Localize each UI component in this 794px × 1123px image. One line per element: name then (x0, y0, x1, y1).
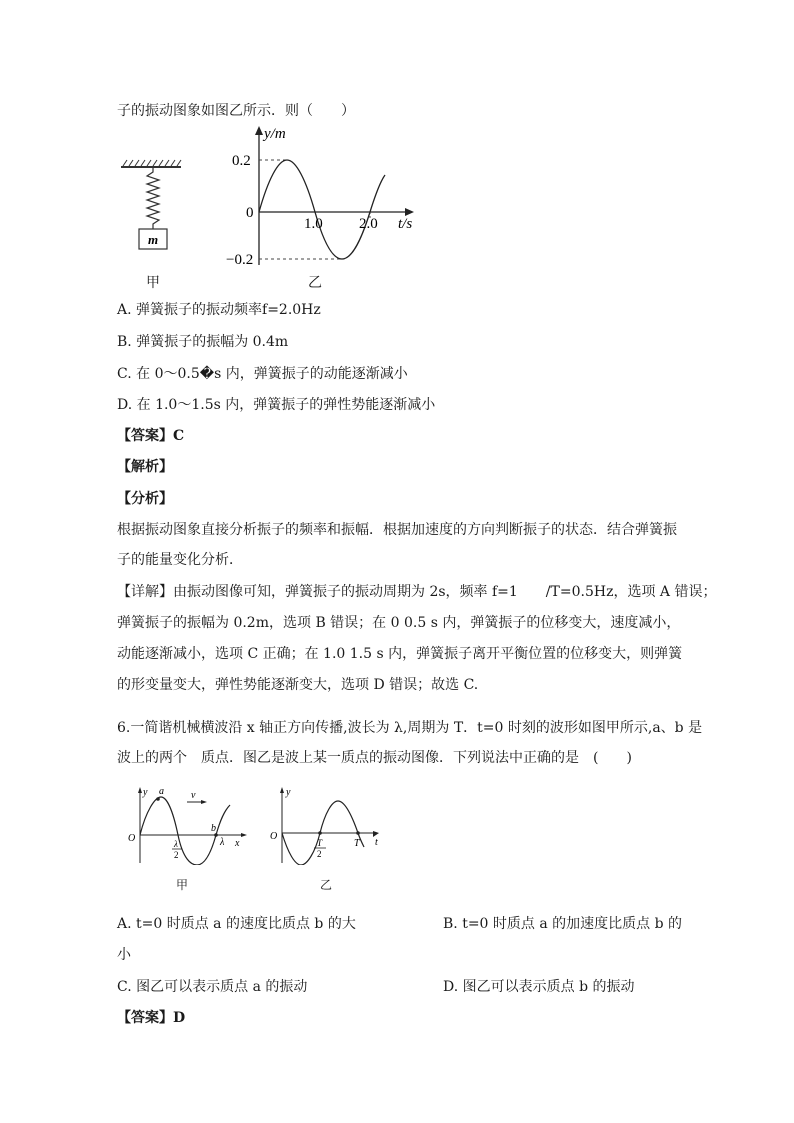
tick-0: 0 (246, 205, 254, 221)
y-axis-arrow (255, 126, 263, 135)
half-T-den: 2 (317, 849, 322, 859)
y-axis-label: y/m (264, 126, 286, 142)
point-half-T (318, 831, 322, 835)
q5-option-b: B. 弹簧振子的振幅为 0.4m (117, 334, 289, 350)
fig-yi-caption: 乙 (308, 275, 322, 291)
q5-analysis-line-1: 根据振动图象直接分析振子的频率和振幅．根据加速度的方向判断振子的状态．结合弹簧振 (117, 522, 677, 538)
q6-option-b: B. t=0 时质点 a 的加速度比质点 b 的 (443, 916, 683, 932)
q6-fig-jia-caption: 甲 (176, 878, 189, 892)
a-label: a (159, 786, 164, 797)
mass-label: m (147, 232, 159, 247)
tick-0.2: 0.2 (232, 153, 251, 169)
q5-jiexi-heading: 【解析】 (117, 459, 173, 475)
ceiling-hatch (121, 160, 181, 167)
waveform-figure (125, 785, 255, 865)
q5-detail-line-4: 的形变量变大，弹性势能逐渐变大，选项 D 错误；故选 C. (117, 677, 479, 693)
q6-option-b-cont: 小 (117, 947, 131, 963)
q5-option-a: A. 弹簧振子的振动频率f=2.0Hz (117, 302, 321, 318)
t-axis-label: t/s (398, 216, 413, 232)
origin-label: O (128, 833, 136, 844)
y-label: y (143, 787, 148, 798)
tick-2.0: 2.0 (359, 216, 378, 232)
x-label: x (235, 838, 240, 849)
spring-oscillator-figure (115, 150, 195, 270)
q5-detail-line-2: 弹簧振子的振幅为 0.2m，选项 B 错误；在 0 0.5 s 内，弹簧振子的位移变大，速度减小， (117, 615, 681, 631)
q5-option-c: C. 在 0～0.5�s 内，弹簧振子的动能逐渐减小 (117, 366, 408, 382)
q6-y-label: y (286, 787, 291, 798)
point-T (356, 831, 360, 835)
q5-analysis-line-2: 子的能量变化分析． (117, 552, 243, 568)
q6-option-c: C. 图乙可以表示质点 a 的振动 (117, 979, 308, 995)
q6-stem-line-2: 波上的两个 质点．图乙是波上某一质点的振动图像．下列说法中正确的是 ( ) (117, 750, 632, 766)
sine-curve (259, 160, 385, 259)
q6-stem-line-1: 6.一简谐机械横波沿 x 轴正方向传播,波长为 λ,周期为 T．t=0 时刻的波形如图甲所示,a、b 是 (117, 720, 703, 736)
q5-detail-line-3: 动能逐渐减小，选项 C 正确；在 1.0 1.5 s 内，弹簧振子离开平衡位置的位移变大，则弹簧 (117, 646, 683, 662)
wave-curve (140, 797, 230, 865)
t-axis-arrow (405, 208, 414, 216)
q5-option-d: D. 在 1.0～1.5s 内，弹簧振子的弹性势能逐渐减小 (117, 397, 436, 413)
q6-vibration-graph (265, 785, 395, 865)
q6-option-d: D. 图乙可以表示质点 b 的振动 (443, 979, 635, 995)
T-label: T (354, 838, 360, 849)
q5-answer: 【答案】C (117, 428, 185, 444)
tick-minus-0.2: −0.2 (226, 252, 254, 268)
q6-answer: 【答案】D (117, 1010, 186, 1026)
q6-origin-label: O (270, 831, 278, 842)
point-a (156, 797, 160, 801)
t-label: t (375, 837, 378, 848)
half-lambda-den: 2 (174, 850, 179, 860)
q5-detail-line-1: 【详解】由振动图像可知，弹簧振子的振动周期为 2s，频率 f=1 /T=0.5Hz，选项 A 错误； (117, 584, 717, 600)
fig-jia-caption: 甲 (146, 275, 160, 291)
q6-fig-yi-caption: 乙 (320, 878, 333, 892)
q5-fenxi-heading: 【分析】 (117, 491, 173, 507)
half-lambda-num: λ (174, 839, 178, 849)
b-label: b (211, 823, 216, 834)
lambda-label: λ (220, 837, 225, 848)
q6-option-a: A. t=0 时质点 a 的速度比质点 b 的大 (117, 916, 356, 932)
velocity-arrow (201, 800, 207, 804)
tick-1.0: 1.0 (304, 216, 323, 232)
half-T-num: T (317, 838, 323, 848)
q5-stem-tail: 子的振动图象如图乙所示．则（ ） (117, 103, 355, 119)
spring-coil (147, 168, 159, 229)
vibration-graph (220, 120, 430, 275)
v-label: v (191, 790, 196, 801)
